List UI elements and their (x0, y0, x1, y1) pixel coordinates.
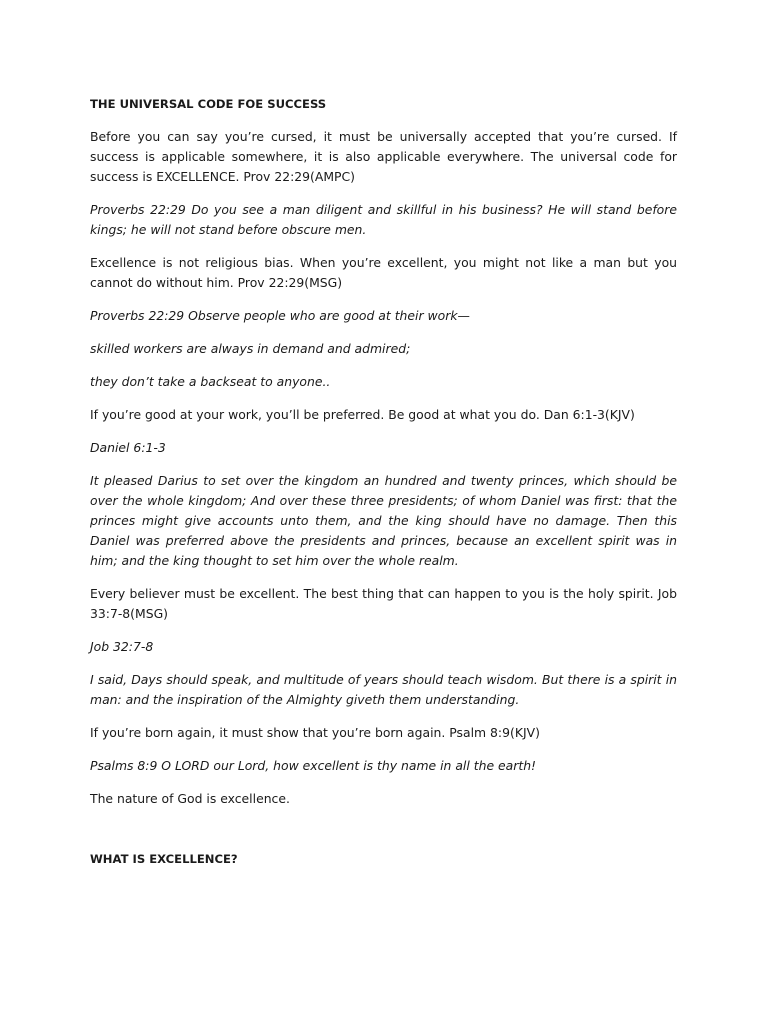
quote-job-text: I said, Days should speak, and multitude of years should teach wisdom. But there is a spirit in man: and the inspiration of the Almighty giveth them understanding. (90, 672, 677, 707)
document-body (90, 94, 677, 882)
quote-psalms: Psalms 8:9 O LORD our Lord, how excellent is thy name in all the earth! (90, 758, 537, 773)
quote-proverbs-msg-line-2: skilled workers are always in demand and admired; (90, 341, 411, 356)
paragraph-born-again: If you’re born again, it must show that you’re born again. Psalm 8:9(KJV) (90, 725, 540, 740)
paragraph-religious-bias: Excellence is not religious bias. When you’re excellent, you might not like a man but you cannot do without him. Prov 22:29(MSG) (90, 255, 677, 290)
section-spacer (90, 822, 677, 849)
quote-proverbs-ampc: Proverbs 22:29 Do you see a man diligent and skillful in his business? He will stand before kings; he will not stand before obscure men. (90, 202, 677, 237)
quote-proverbs-msg-line-1: Proverbs 22:29 Observe people who are good at their work— (90, 308, 470, 323)
quote-daniel-reference: Daniel 6:1-3 (90, 440, 166, 455)
quote-daniel-text: It pleased Darius to set over the kingdom an hundred and twenty princes, which should be over the whole kingdom; And over these three presidents; of whom Daniel was first: that the princes might give accounts unto them, and the king should have no damage. Then this Daniel was preferred above the presidents and princes, because an excellent spirit was in him; and the king thought to set him over the whole realm. (90, 473, 677, 568)
paragraph-nature-of-god: The nature of God is excellence. (90, 791, 290, 806)
quote-proverbs-msg-line-3: they don’t take a backseat to anyone.. (90, 374, 331, 389)
section-heading: WHAT IS EXCELLENCE? (90, 852, 238, 866)
paragraph-intro: Before you can say you’re cursed, it must be universally accepted that you’re cursed. If success is applicable somewhere, it is also applicable everywhere. The universal code for success is EXCELLENCE. Prov 22:29(AMPC) (90, 129, 677, 184)
paragraph-every-believer: Every believer must be excellent. The best thing that can happen to you is the holy spirit. Job 33:7-8(MSG) (90, 586, 677, 621)
paragraph-good-at-work: If you’re good at your work, you’ll be preferred. Be good at what you do. Dan 6:1-3(KJV) (90, 407, 635, 422)
document-title: THE UNIVERSAL CODE FOE SUCCESS (90, 97, 327, 111)
quote-job-reference: Job 32:7-8 (90, 639, 154, 654)
